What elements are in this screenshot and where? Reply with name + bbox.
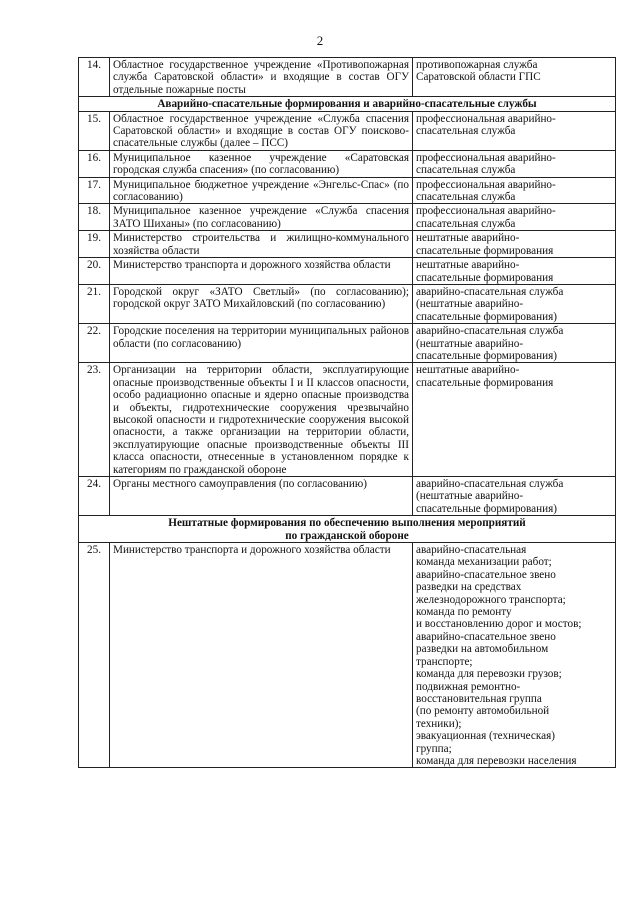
table-row bbox=[79, 363, 616, 477]
row-number: 14. bbox=[79, 58, 110, 97]
formation-type-line: спасательные формирования) bbox=[416, 502, 557, 515]
organization-name: Муниципальное казенное учреждение «Саратовская городская служба спасения» (по согласованию) bbox=[110, 150, 413, 177]
section-title-line: Аварийно-спасательные формирования и аварийно-спасательные службы bbox=[157, 98, 537, 111]
organization-name: Муниципальное казенное учреждение «Служба спасения ЗАТО Шиханы» (по согласованию) bbox=[110, 204, 413, 231]
formation-type bbox=[413, 324, 616, 363]
formation-type-line: команда для перевозки населения bbox=[416, 754, 577, 767]
formation-type-line: спасательная служба bbox=[416, 191, 516, 204]
formation-type-line: спасательные формирования bbox=[416, 244, 554, 257]
formation-type-line: команда для перевозки грузов; bbox=[416, 668, 562, 681]
formation-type-line: аварийно-спасательная служба bbox=[416, 478, 564, 490]
organization-name: Министерство транспорта и дорожного хозяйства области bbox=[110, 258, 413, 285]
formation-type-line: разведки на средствах bbox=[416, 581, 522, 594]
row-number: 18. bbox=[79, 204, 110, 231]
section-title-line: Нештатные формирования по обеспечению выполнения мероприятий bbox=[168, 517, 526, 530]
organization-name: Органы местного самоуправления (по согласованию) bbox=[110, 477, 413, 516]
organization-name: Городские поселения на территории муниципальных районов области (по согласованию) bbox=[110, 324, 413, 363]
formation-type-line: нештатные аварийно- bbox=[416, 364, 520, 377]
formation-type-line: команда по ремонту bbox=[416, 606, 512, 619]
row-number: 15. bbox=[79, 111, 110, 150]
formation-type-line: профессиональная аварийно- bbox=[416, 205, 556, 218]
table-row bbox=[79, 284, 616, 323]
formation-type-line: спасательные формирования bbox=[416, 271, 554, 284]
formation-type-line: восстановительная группа bbox=[416, 692, 542, 705]
formation-type-line: профессиональная аварийно- bbox=[416, 112, 556, 125]
formation-type-line: аварийно-спасательная служба bbox=[416, 285, 564, 298]
section-header-row bbox=[79, 97, 616, 111]
row-number: 16. bbox=[79, 150, 110, 177]
row-number: 21. bbox=[79, 284, 110, 323]
organization-name: Областное государственное учреждение «Противопожарная служба Саратовской области» и входящие в состав ОГУ отдельные пожарные посты bbox=[110, 58, 413, 97]
formations-table bbox=[78, 57, 616, 768]
page-number: 2 bbox=[316, 33, 324, 48]
formation-type-line: разведки на автомобильном bbox=[416, 643, 549, 656]
organization-name: Городской округ «ЗАТО Светлый» (по согласованию); городской округ ЗАТО Михайловский (по согласованию) bbox=[110, 284, 413, 323]
organization-name: Министерство транспорта и дорожного хозяйства области bbox=[110, 543, 413, 768]
table-row bbox=[79, 150, 616, 177]
table-row bbox=[79, 324, 616, 363]
row-number: 22. bbox=[79, 324, 110, 363]
table-row bbox=[79, 258, 616, 285]
formation-type-line: аварийно-спасательная служба bbox=[416, 325, 564, 338]
formation-type-line: спасательные формирования) bbox=[416, 310, 557, 323]
formation-type bbox=[413, 284, 616, 323]
section-title bbox=[79, 97, 616, 111]
formation-type-line: (нештатные аварийно- bbox=[416, 337, 524, 350]
section-header-row bbox=[79, 516, 616, 543]
row-number: 24. bbox=[79, 477, 110, 516]
table-row bbox=[79, 111, 616, 150]
row-number: 17. bbox=[79, 177, 110, 204]
organization-name: Министерство строительства и жилищно-коммунального хозяйства области bbox=[110, 231, 413, 258]
formation-type-line: железнодорожного транспорта; bbox=[416, 593, 566, 606]
table-row bbox=[79, 58, 616, 97]
formation-type-line: спасательные формирования bbox=[416, 376, 554, 389]
formation-type bbox=[413, 58, 616, 97]
formation-type bbox=[413, 363, 616, 477]
formation-type-line: эвакуационная (техническая) bbox=[416, 730, 555, 743]
formation-type-line: спасательная служба bbox=[416, 217, 516, 230]
row-number: 19. bbox=[79, 231, 110, 258]
formation-type-line: аварийно-спасательная bbox=[416, 544, 527, 557]
organization-name: Организации на территории области, эксплуатирующие опасные производственные объекты I и II классов опасности, особо радиационно опасные и ядерно опасные производства и объекты, гидротехнические сооружения чрезвычайно высокой опасности и гидротехнические сооружения высокой опасности, а также организации на территории области, эксплуатирующие опасные производственные объекты III класса опасности, отнесенные в установленном порядке к категориям по гражданской обороне bbox=[110, 363, 413, 477]
table-row bbox=[79, 204, 616, 231]
section-title-line: по гражданской обороне bbox=[285, 529, 409, 542]
formation-type bbox=[413, 258, 616, 285]
formation-type-line: нештатные аварийно- bbox=[416, 259, 520, 272]
formation-type-line: (нештатные аварийно- bbox=[416, 298, 524, 311]
formation-type-line: спасательные формирования) bbox=[416, 349, 557, 362]
row-number: 25. bbox=[79, 543, 110, 768]
formation-type-line: аварийно-спасательное звено bbox=[416, 630, 556, 643]
table-row bbox=[79, 543, 616, 768]
formation-type-line: спасательная служба bbox=[416, 125, 516, 138]
formation-type-line: группа; bbox=[416, 742, 452, 755]
formation-type bbox=[413, 150, 616, 177]
formation-type-line: техники); bbox=[416, 717, 462, 730]
formation-type-line: профессиональная аварийно- bbox=[416, 178, 556, 191]
organization-name: Муниципальное бюджетное учреждение «Энгельс-Спас» (по согласованию) bbox=[110, 177, 413, 204]
formation-type-line: транспорте; bbox=[416, 655, 473, 668]
formation-type-line: аварийно-спасательное звено bbox=[416, 568, 556, 581]
row-number: 23. bbox=[79, 363, 110, 477]
formation-type bbox=[413, 231, 616, 258]
formation-type-line: (по ремонту автомобильной bbox=[416, 705, 550, 718]
formation-type-line: профессиональная аварийно- bbox=[416, 151, 556, 164]
organization-name: Областное государственное учреждение «Служба спасения Саратовской области» и входящие в состав ОГУ поисково-спасательные службы (далее – ПСС) bbox=[110, 111, 413, 150]
formation-type bbox=[413, 204, 616, 231]
formation-type bbox=[413, 543, 616, 768]
formation-type-line: противопожарная служба bbox=[416, 59, 538, 71]
formation-type-line: команда механизации работ; bbox=[416, 556, 552, 569]
formation-type-line: подвижная ремонтно- bbox=[416, 680, 521, 693]
formation-type bbox=[413, 111, 616, 150]
table-row bbox=[79, 477, 616, 516]
formation-type-line: нештатные аварийно- bbox=[416, 232, 520, 245]
formation-type bbox=[413, 477, 616, 516]
row-number: 20. bbox=[79, 258, 110, 285]
table-row bbox=[79, 177, 616, 204]
formation-type bbox=[413, 177, 616, 204]
formation-type-line: Саратовской области ГПС bbox=[416, 71, 541, 84]
formation-type-line: и восстановлению дорог и мостов; bbox=[416, 618, 582, 631]
section-title bbox=[79, 516, 616, 543]
table-row bbox=[79, 231, 616, 258]
formation-type-line: спасательная служба bbox=[416, 164, 516, 177]
formation-type-line: (нештатные аварийно- bbox=[416, 490, 524, 503]
